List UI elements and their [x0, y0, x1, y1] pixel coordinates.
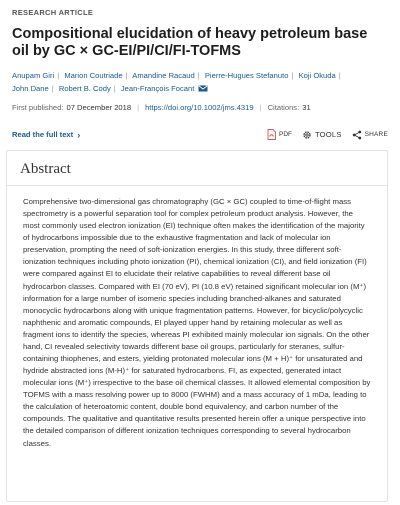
- mail-icon[interactable]: [198, 84, 208, 91]
- publication-meta: First published: 07 December 2018 | https://doi.org/10.1002/jms.4319 | Citations: 31: [12, 103, 311, 112]
- author-link[interactable]: Jean-François Focant: [120, 83, 195, 93]
- gear-icon: [302, 130, 312, 140]
- article-type-label: RESEARCH ARTICLE: [12, 8, 94, 17]
- pdf-label: PDF: [278, 131, 292, 138]
- read-full-text-label: Read the full text: [12, 130, 74, 139]
- author-link[interactable]: Robert B. Cody: [58, 83, 111, 93]
- author-link[interactable]: Marion Coutriade: [64, 71, 123, 80]
- tools-label: TOOLS: [314, 130, 342, 139]
- read-full-text-link[interactable]: [12, 130, 80, 140]
- chevron-right-icon: ›: [77, 129, 81, 140]
- author-link[interactable]: Anupam Giri: [12, 71, 55, 80]
- citations-count-link[interactable]: 31: [302, 103, 311, 112]
- pdf-button[interactable]: [267, 129, 292, 140]
- author-link[interactable]: Amandine Racaud: [132, 71, 195, 80]
- author-list: Anupam Giri | Marion Coutriade | Amandine Racaud | Pierre-Hugues Stefanuto | Koji Okuda | John Dane | Robert B. Cody | Jean-François Focant: [12, 71, 341, 93]
- abstract-heading: Abstract: [20, 161, 71, 177]
- pdf-icon: [267, 129, 276, 140]
- article-title: Compositional elucidation of heavy petroleum base oil by GC × GC-EI/PI/CI/FI-TOFMS: [12, 26, 368, 59]
- author-link[interactable]: Koji Okuda: [298, 71, 336, 80]
- author-link[interactable]: John Dane: [12, 83, 49, 93]
- abstract-text: Comprehensive two-dimensional gas chromatography (GC × GC) coupled to time-of-flight mass spectrometry is a powerful separation tool for complex petroleum product analysis. However, the most commonly used electron ionization (EI) technique often makes the identification of the majority of hydrocarbons impossible due to the exhaustive fragmentation and lack of molecular ion preservation, prompting the need of soft-ionization energies. In this study, three different soft-ionization techniques including photo ionization (PI), chemical ionization (CI), and field ionization (FI) were compared against EI to elucidate their relative capabilities to reveal different base oil hydrocarbon classes. Compared with EI (70 eV), PI (10.8 eV) retained significant molecular ion (M⁺) information for a large number of isomeric species including branched-alkanes and saturated monocyclic hydrocarbons along with unique fragmentation patterns. However, for bicyclic/polycyclic naphthenic and aromatic compounds, EI played upper hand by retaining molecular as well as fragment ions to identify the species, whereas PI exhibited mainly molecular ion signals. On the other hand, CI revealed selectivity towards different base oil groups, particularly for steranes, sulfur-containing thiophenes, and esters, yielding protonated molecular ions (M + H)⁺ for unsaturated and hydride abstracted ions (M-H)⁺ for saturated hydrocarbons. FI, as expected, generated intact molecular ions (M⁺) irrespective to the base oil chemical classes. It allowed elemental composition by TOFMS with a mass resolving power up to 8000 (FWHM) and a mass accuracy of 1 mDa, leading to the calculation of heteroatomic content, double bond equivalency, and carbon number of the compounds. The qualitative and quantitative results presented herein offer a unique perspective into the detailed comparison of different ionization techniques corresponding to several hydrocarbon classes.: [23, 197, 371, 448]
- share-button[interactable]: [352, 130, 388, 140]
- published-date: 07 December 2018: [66, 103, 132, 112]
- abstract-section: [6, 150, 388, 502]
- article-actions: [12, 129, 388, 140]
- share-icon: [352, 130, 362, 140]
- author-link[interactable]: Pierre-Hugues Stefanuto: [204, 71, 289, 80]
- published-label: First published:: [12, 103, 64, 112]
- tools-button[interactable]: [302, 130, 342, 140]
- doi-link[interactable]: https://doi.org/10.1002/jms.4319: [145, 103, 254, 112]
- share-label: SHARE: [364, 131, 388, 138]
- citations-label: Citations:: [267, 103, 300, 112]
